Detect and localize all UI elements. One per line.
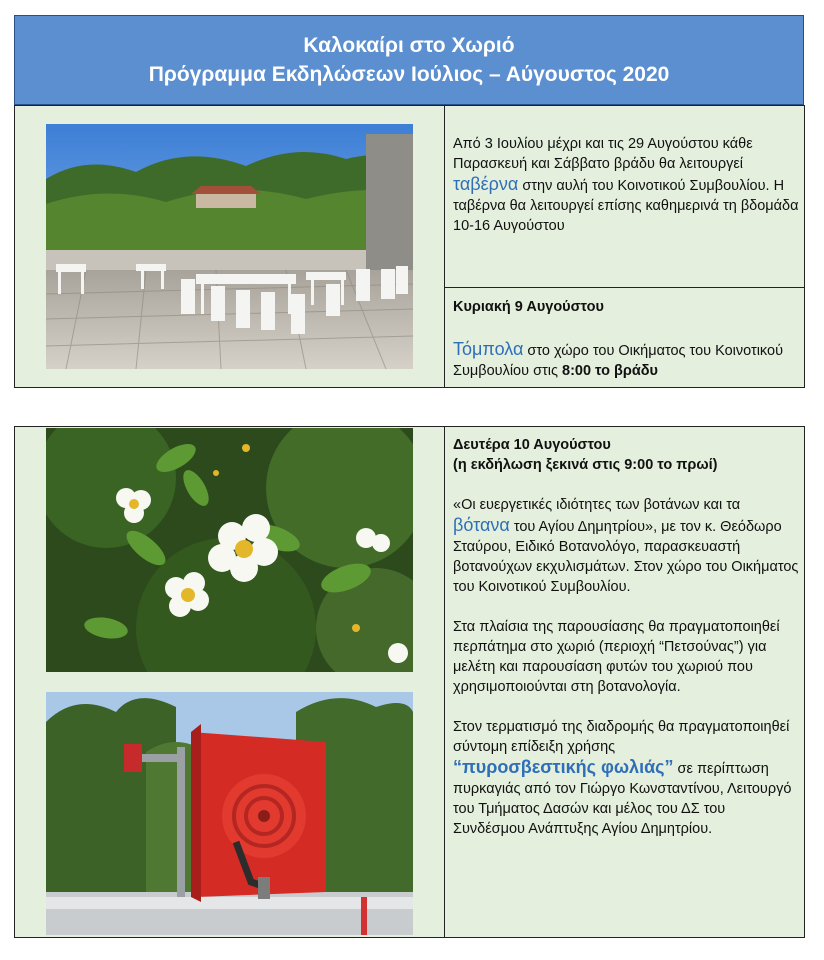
herbs-details: του Αγίου Δημητρίου», με τον κ. Θεόδωρο Σταύρου, Ειδικό Βοτανολόγο, παρασκευαστή βοτανούχων εκχυλισμάτων. Στον χώρο του Οικήματος του Κοινοτικού Συμβουλίου. bbox=[453, 519, 799, 595]
tombola-date: Κυριακή 9 Αυγούστου bbox=[453, 299, 604, 315]
taverna-text-intro: Από 3 Ιουλίου μέχρι και τις 29 Αυγούστου κάθε Παρασκευή και Σάββατο βράδυ θα λειτουργεί bbox=[453, 136, 753, 172]
fire-hose-reel-photo bbox=[46, 692, 413, 935]
white-flower-photo bbox=[46, 428, 413, 672]
fire-hose-details: σε περίπτωση πυρκαγιάς από τον Γιώργο Κωνσταντίνου, Λειτουργό του Τμήματος Δασών και μέλος του ΔΣ του Συνδέσμου Ανάπτυξης Αγίου Δημητρίου. bbox=[453, 761, 792, 837]
row-divider bbox=[444, 287, 804, 288]
section-herbs-event bbox=[14, 426, 805, 938]
tombola-text bbox=[453, 339, 799, 381]
tombola-text-details: στο χώρο του Οικήματος του Κοινοτικού Συμβουλίου στις bbox=[453, 343, 784, 379]
header-subtitle: Πρόγραμμα Εκδηλώσεων Ιούλιος – Αύγουστος 2020 bbox=[148, 63, 670, 86]
event-date-line: Δευτέρα 10 Αυγούστου bbox=[453, 437, 611, 453]
taverna-courtyard-photo bbox=[46, 124, 413, 369]
column-divider bbox=[444, 106, 445, 387]
column-divider bbox=[444, 427, 445, 937]
tombola-time: 8:00 το βράδυ bbox=[562, 363, 658, 379]
taverna-text-details: στην αυλή του Κοινοτικού Συμβουλίου. Η ταβέρνα θα λειτουργεί επίσης καθημερινά τη βδομάδα 10-16 Αυγούστου bbox=[453, 178, 799, 234]
fire-hose-highlight: “πυροσβεστικής φωλιάς” bbox=[453, 757, 674, 777]
walk-paragraph: Στα πλαίσια της παρουσίασης θα πραγματοποιηθεί περπάτημα στο χωριό (περιοχή “Πετσούνας”) για μελέτη και παρουσίαση φυτών του χωριού που χρησιμοποιούνται στη βοτανολογία. bbox=[453, 619, 780, 695]
program-header bbox=[14, 15, 804, 105]
event-time-note: (η εκδήλωση ξεκινά στις 9:00 το πρωί) bbox=[453, 457, 718, 473]
herbs-paragraph bbox=[453, 495, 799, 597]
herbs-intro: «Οι ευεργετικές ιδιότητες των βοτάνων και τα bbox=[453, 497, 741, 513]
herbs-highlight: βότανα bbox=[453, 515, 510, 535]
taverna-highlight: ταβέρνα bbox=[453, 174, 519, 194]
fire-hose-intro: Στον τερματισμό της διαδρομής θα πραγματοποιηθεί σύντομη επίδειξη χρήσης bbox=[453, 719, 790, 755]
tombola-highlight: Τόμπολα bbox=[453, 339, 524, 359]
taverna-text bbox=[453, 134, 799, 236]
fire-hose-paragraph bbox=[453, 717, 799, 839]
section-taverna-tombola bbox=[14, 105, 805, 388]
event-description bbox=[453, 495, 799, 859]
event-date bbox=[453, 435, 799, 475]
header-title: Καλοκαίρι στο Χωριό bbox=[303, 34, 515, 57]
